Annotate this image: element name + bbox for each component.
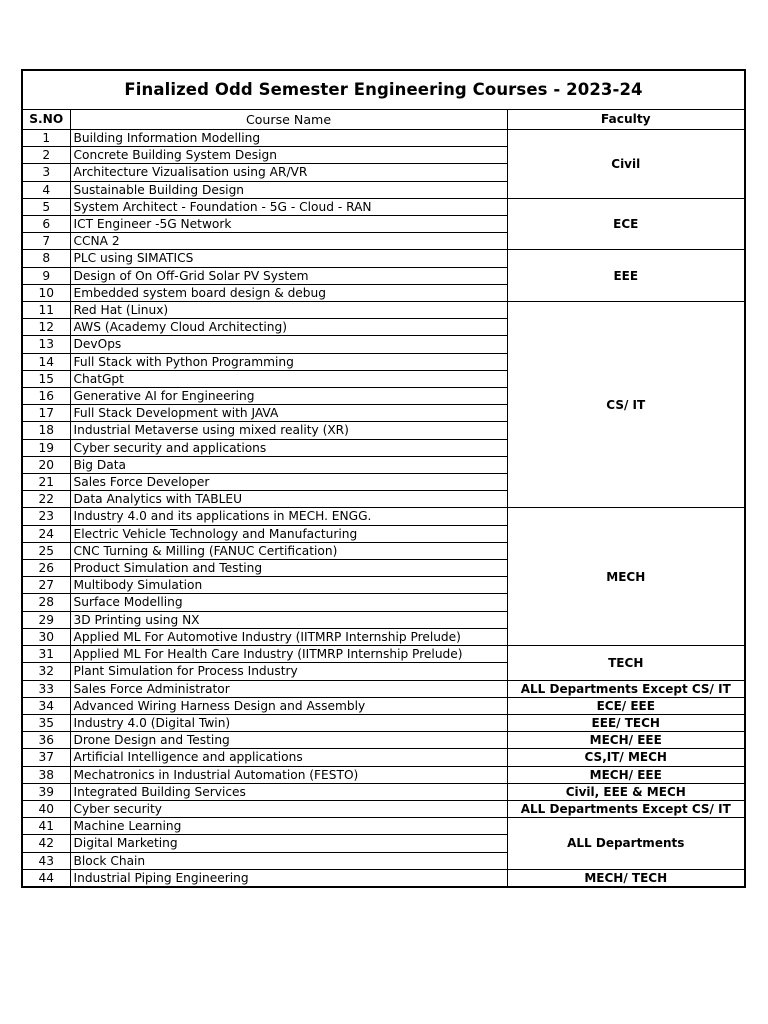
course-name: Sustainable Building Design bbox=[70, 181, 507, 198]
table-row bbox=[23, 508, 744, 525]
course-name: Electric Vehicle Technology and Manufacturing bbox=[70, 525, 507, 542]
course-name: Block Chain bbox=[70, 852, 507, 869]
course-name: System Architect - Foundation - 5G - Cloud - RAN bbox=[70, 198, 507, 215]
serial-number: 36 bbox=[23, 732, 70, 749]
course-name: Artificial Intelligence and applications bbox=[70, 749, 507, 766]
table-row bbox=[23, 697, 744, 714]
faculty-cell: CS/ IT bbox=[507, 302, 744, 508]
course-name: Surface Modelling bbox=[70, 594, 507, 611]
table-row bbox=[23, 783, 744, 800]
table-row bbox=[23, 869, 744, 886]
serial-number: 43 bbox=[23, 852, 70, 869]
table-row bbox=[23, 800, 744, 817]
serial-number: 33 bbox=[23, 680, 70, 697]
serial-number: 12 bbox=[23, 319, 70, 336]
faculty-cell: ALL Departments Except CS/ IT bbox=[507, 680, 744, 697]
course-name: Industry 4.0 (Digital Twin) bbox=[70, 714, 507, 731]
serial-number: 19 bbox=[23, 439, 70, 456]
serial-number: 3 bbox=[23, 164, 70, 181]
serial-number: 6 bbox=[23, 216, 70, 233]
serial-number: 35 bbox=[23, 714, 70, 731]
serial-number: 18 bbox=[23, 422, 70, 439]
serial-number: 25 bbox=[23, 542, 70, 559]
course-name: CCNA 2 bbox=[70, 233, 507, 250]
course-name: Digital Marketing bbox=[70, 835, 507, 852]
course-name: Advanced Wiring Harness Design and Assembly bbox=[70, 697, 507, 714]
serial-number: 39 bbox=[23, 783, 70, 800]
serial-number: 22 bbox=[23, 491, 70, 508]
faculty-cell: MECH/ TECH bbox=[507, 869, 744, 886]
table-row bbox=[23, 732, 744, 749]
course-name: Concrete Building System Design bbox=[70, 147, 507, 164]
course-name: Plant Simulation for Process Industry bbox=[70, 663, 507, 680]
faculty-cell: Civil bbox=[507, 130, 744, 199]
course-name: Multibody Simulation bbox=[70, 577, 507, 594]
course-name: Mechatronics in Industrial Automation (FESTO) bbox=[70, 766, 507, 783]
serial-number: 13 bbox=[23, 336, 70, 353]
faculty-cell: MECH/ EEE bbox=[507, 766, 744, 783]
serial-number: 14 bbox=[23, 353, 70, 370]
serial-number: 7 bbox=[23, 233, 70, 250]
table-row bbox=[23, 766, 744, 783]
course-name: Applied ML For Automotive Industry (IITMRP Internship Prelude) bbox=[70, 628, 507, 645]
course-name: Industrial Piping Engineering bbox=[70, 869, 507, 886]
serial-number: 23 bbox=[23, 508, 70, 525]
serial-number: 10 bbox=[23, 284, 70, 301]
course-name: Generative AI for Engineering bbox=[70, 388, 507, 405]
faculty-cell: MECH bbox=[507, 508, 744, 646]
course-name: Industrial Metaverse using mixed reality (XR) bbox=[70, 422, 507, 439]
serial-number: 29 bbox=[23, 611, 70, 628]
course-table bbox=[23, 110, 744, 886]
course-name: AWS (Academy Cloud Architecting) bbox=[70, 319, 507, 336]
serial-number: 15 bbox=[23, 370, 70, 387]
header-course-name: Course Name bbox=[70, 110, 507, 130]
sheet-title: Finalized Odd Semester Engineering Courses - 2023-24 bbox=[23, 71, 744, 110]
course-name: Machine Learning bbox=[70, 818, 507, 835]
table-row bbox=[23, 749, 744, 766]
serial-number: 5 bbox=[23, 198, 70, 215]
serial-number: 31 bbox=[23, 646, 70, 663]
header-row bbox=[23, 110, 744, 130]
course-name: DevOps bbox=[70, 336, 507, 353]
course-name: Industry 4.0 and its applications in MECH. ENGG. bbox=[70, 508, 507, 525]
serial-number: 44 bbox=[23, 869, 70, 886]
faculty-cell: EEE bbox=[507, 250, 744, 302]
course-name: Sales Force Developer bbox=[70, 474, 507, 491]
course-name: Cyber security bbox=[70, 800, 507, 817]
course-name: PLC using SIMATICS bbox=[70, 250, 507, 267]
table-row bbox=[23, 714, 744, 731]
course-name: CNC Turning & Milling (FANUC Certification) bbox=[70, 542, 507, 559]
table-row bbox=[23, 250, 744, 267]
serial-number: 26 bbox=[23, 560, 70, 577]
faculty-cell: EEE/ TECH bbox=[507, 714, 744, 731]
header-sno: S.NO bbox=[23, 110, 70, 130]
course-name: Red Hat (Linux) bbox=[70, 302, 507, 319]
serial-number: 1 bbox=[23, 130, 70, 147]
course-name: Drone Design and Testing bbox=[70, 732, 507, 749]
table-row bbox=[23, 646, 744, 663]
faculty-cell: ALL Departments bbox=[507, 818, 744, 870]
course-sheet bbox=[21, 69, 746, 888]
serial-number: 4 bbox=[23, 181, 70, 198]
serial-number: 28 bbox=[23, 594, 70, 611]
serial-number: 9 bbox=[23, 267, 70, 284]
course-name: Integrated Building Services bbox=[70, 783, 507, 800]
serial-number: 21 bbox=[23, 474, 70, 491]
table-row bbox=[23, 302, 744, 319]
serial-number: 32 bbox=[23, 663, 70, 680]
header-faculty: Faculty bbox=[507, 110, 744, 130]
serial-number: 30 bbox=[23, 628, 70, 645]
course-name: Big Data bbox=[70, 456, 507, 473]
course-name: Sales Force Administrator bbox=[70, 680, 507, 697]
serial-number: 11 bbox=[23, 302, 70, 319]
faculty-cell: CS,IT/ MECH bbox=[507, 749, 744, 766]
serial-number: 34 bbox=[23, 697, 70, 714]
faculty-cell: MECH/ EEE bbox=[507, 732, 744, 749]
serial-number: 41 bbox=[23, 818, 70, 835]
table-row bbox=[23, 130, 744, 147]
table-row bbox=[23, 198, 744, 215]
table-row bbox=[23, 818, 744, 835]
serial-number: 8 bbox=[23, 250, 70, 267]
serial-number: 24 bbox=[23, 525, 70, 542]
table-row bbox=[23, 680, 744, 697]
serial-number: 40 bbox=[23, 800, 70, 817]
course-name: 3D Printing using NX bbox=[70, 611, 507, 628]
course-name: Data Analytics with TABLEU bbox=[70, 491, 507, 508]
course-name: Design of On Off-Grid Solar PV System bbox=[70, 267, 507, 284]
course-name: Applied ML For Health Care Industry (IITMRP Internship Prelude) bbox=[70, 646, 507, 663]
course-name: Architecture Vizualisation using AR/VR bbox=[70, 164, 507, 181]
serial-number: 20 bbox=[23, 456, 70, 473]
course-name: Cyber security and applications bbox=[70, 439, 507, 456]
course-name: ICT Engineer -5G Network bbox=[70, 216, 507, 233]
serial-number: 16 bbox=[23, 388, 70, 405]
serial-number: 37 bbox=[23, 749, 70, 766]
course-name: Full Stack Development with JAVA bbox=[70, 405, 507, 422]
serial-number: 17 bbox=[23, 405, 70, 422]
serial-number: 38 bbox=[23, 766, 70, 783]
faculty-cell: ALL Departments Except CS/ IT bbox=[507, 800, 744, 817]
course-name: Product Simulation and Testing bbox=[70, 560, 507, 577]
course-name: Building Information Modelling bbox=[70, 130, 507, 147]
serial-number: 42 bbox=[23, 835, 70, 852]
faculty-cell: Civil, EEE & MECH bbox=[507, 783, 744, 800]
course-rows bbox=[23, 130, 744, 886]
course-name: Full Stack with Python Programming bbox=[70, 353, 507, 370]
course-name: ChatGpt bbox=[70, 370, 507, 387]
faculty-cell: ECE/ EEE bbox=[507, 697, 744, 714]
serial-number: 27 bbox=[23, 577, 70, 594]
serial-number: 2 bbox=[23, 147, 70, 164]
course-name: Embedded system board design & debug bbox=[70, 284, 507, 301]
faculty-cell: ECE bbox=[507, 198, 744, 250]
faculty-cell: TECH bbox=[507, 646, 744, 680]
